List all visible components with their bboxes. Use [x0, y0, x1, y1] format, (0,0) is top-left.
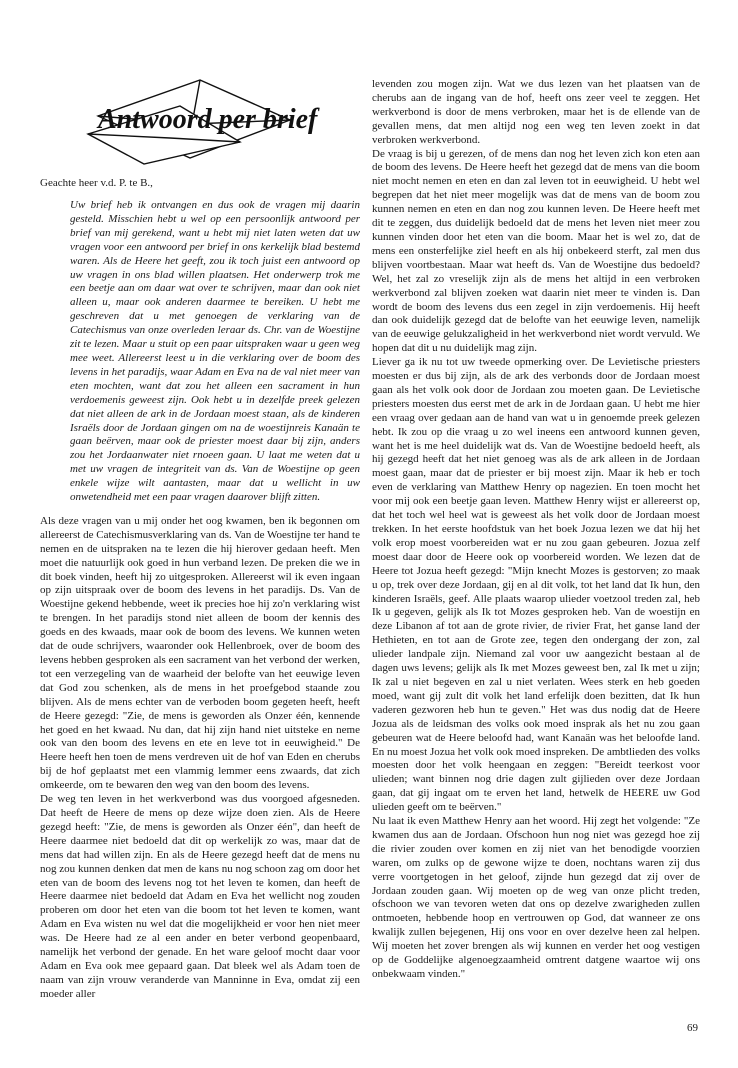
answer-left	[40, 515, 360, 1002]
letter-text: Uw brief heb ik ontvangen en dus ook de vragen mij daarin gesteld. Misschien hebt u wel op een persoonlijk antwoord per brief van mij gerekend, want u hebt mij niet laten weten dat uw vragen voor een antwoord per brief in ons kerkelijk blad bestemd waren. Als de Heere het geeft, zou ik toch juist een antwoord op uw vragen in ons blad willen plaatsen. Het onderwerp trok me een beetje aan om daar wat over te schrijven, maar dan ook niet alleen u, maar ook anderen daarmee te bereiken. U hebt me geschreven dat u met genoegen de verklaring van de Catechismus van onze overleden leraar ds. Chr. van de Woestijne zit te lezen. Maar u stuit op een paar uitspraken waar u geen weg mee weet. Allereerst leest u in die verklaring over de boom des levens in het paradijs, waar Adam en Eva na de val niet meer van eten mochten, want dat zou het alleen een sacrament in hun verdoemenis geweest zijn. Ook hebt u in dezelfde preek gelezen dat niet alleen de ark in de Jordaan moest staan, als de kinderen Israëls door de Jordaan gingen om na de woestijnreis Kanaän te gaan beërven, maar ook de priester moest daar bij zijn, anders zou het Jordaanwater niet rnoeen gaan. U laat me weten dat u met uw vragen de integriteit van ds. Van de Woestijne op geen enkele wijze wilt aantasten, maar dat u wellicht in uw onwetendheid met een paar vragen daarover blijft zitten.	[70, 199, 360, 504]
left-column-text: Als deze vragen van u mij onder het oog kwamen, ben ik begonnen om allereerst de Catechismusverklaring van ds. Van de Woestijne ter hand te nemen en de uitspraken na te lezen die hij hierover gedaan heeft. Men moet die natuurlijk ook goed in hun verband lezen. De preken die we in dit boek vinden, heeft hij zo uitgesproken. Allereerst wil ik even ingaan op zijn uitspraak over de boom des levens in het paradijs. Ds. Van de Woestijne gekend hebbende, weet ik precies hoe hij zo'n verklaring wist te brengen. In het paradijs stond niet alleen de boom der kennis des goeds en des kwaads, maar ook de boom des levens. We kunnen weten dat de oude schrijvers, waaronder ook Hellenbroek, over de boom des levens hebben gesproken als een sacrament van het verbond der werken, tot een verzegeling van de waarheid der belofte van het eeuwige leven dat God zou schenken, als de mens in het proefgebod staande zou blijven. Als de mens echter van de verboden boom gegeten heeft, heeft de Heere gezegd: "Zie, de mens is geworden als Onzer één, kennende het goed en het kwaad. Nu dan, dat hij zijn hand niet uitsteke en neme ook van den boom des levens en ete en leve tot in eeuwigheid." De Heere heeft hen toen de mens verdreven uit de hof van Eden en cherubs bij de hof geplaatst met een vlammig lemmer eens zwaards, dat zich omkeerde, om te bewaren den weg van den boom des levens. De weg ten leven in het werkverbond was dus voorgoed afgesneden. Dat heeft de Heere de mens op deze wijze doen zien. Als de Heere gezegd heeft: "Zie, de mens is geworden als Onzer één", dan heeft de Heere daarmee niet bedoeld dat dit op werkelijk zo was, maar dat de mens dat had willen zijn. En als de Heere gezegd heeft dat de mens nu nog zou kunnen denken dat men de kans nu nog schoon zag om door het eten van de boom des levens nog tot het leven te komen, dan heeft de Heere daarmee niet bedoeld dat Adam en Eva het wellicht nog zouden proberen om door het eten van die boom tot het leven te komen, want Adam en Eva wisten nu wel dat die mogelijkheid er voor hen niet meer was. De Heere had ze al een ander en beter verbond geopenbaard, namelijk het verbond der genade. En het ware geloof mocht daar voor Adam en Eva ook mee gepaard gaan. Dat bleek wel als Adam toen de naam van zijn vrouw veranderde van Manninne in Eva, omdat zij een moeder aller	[40, 514, 360, 1000]
quoted-letter	[40, 199, 360, 505]
right-column	[372, 78, 700, 982]
column-logo	[40, 76, 360, 166]
page-number: 69	[687, 1022, 698, 1034]
salutation: Geachte heer v.d. P. te B.,	[40, 177, 153, 189]
logo-text: Antwoord per brief	[98, 104, 318, 135]
right-column-text: levenden zou mogen zijn. Wat we dus lezen van het plaatsen van de cherubs aan de ingang van de hof, heeft ons zeer veel te zeggen. Het werkverbond is door de mens verbroken, maar het is de ellende van de gevallen mens, dat men altijd nog een weg ten leven zoekt in dat verbroken werkverbond. De vraag is bij u gerezen, of de mens dan nog het leven zich kon eten aan de boom des levens. De Heere heeft het gezegd dat de mens van die boom niet mocht nemen en eten en dan zal leven tot in eeuwigheid. U hebt wel begrepen dat het niet meer mogelijk was dat de mens van de boom zou kunnen nemen en eten en dan nog zou kunnen leven. De Heere heeft met dit te zeggen, dus duidelijk bedoeld dat de mens het leven niet meer zou kunnen vinden door het eten van die boom. Maar het is wel zo, dat de mens een onsterfelijke ziel heeft en als hij onbekeerd sterft, zal men dus blijven voortbestaan. Maar wat heeft ds. Van de Woestijne dus bedoeld? Wel, het zal zo vreselijk zijn als de mens het altijd in een verbroken werkverbond zal blijven zoeken wat daarin niet meer te vinden is. Dan wordt de boom des levens dus een zegel in zijn verdoemenis. Hij heeft dan ook duidelijk gezegd dat de belofte van het eeuwige leven, namelijk van de eeuwige gelukzaligheid in het werkverbond niet wordt vervuld. We hopen dat dit u nu duidelijk mag zijn. Liever ga ik nu tot uw tweede opmerking over. De Levietische priesters moesten er dus bij zijn, als de ark des verbonds door de Jordaan moest gaan als het volk ook door de Jordaan zou moeten gaan. De Levietische priesters moesten dus eerst met de ark in de Jordaan gaan. U hebt me hier een vraag over gedaan aan de hand van wat u in genoemde preek gelezen hebt. Ik zou op die vraag u zo wel ineens een antwoord kunnen geven, want het is me heel duidelijk wat ds. Van de Woestijne bedoeld heeft, als hij gezegd heeft dat het niet genoeg was als de ark alleen in de Jordaan moest gaan, maar dat de priester er bij moest zijn. Maar ik heb er toch even de verklaring van Matthew Henry op nagezien. En toen mocht het voor mij ook een beetje gaan leven. Matthew Henry wijst er allereerst op, dat het toch wel heel wat is geweest als het volk door de Jordaan moest trekken. In het eerste hoofdstuk van het boek Jozua lezen we dat hij het volk erop moest voorbereiden wat er nu zou gaan gebeuren. Jozua zelf moest daar door de Heere ook op voorbereid worden. We lezen dat de Heere tot Jozua heeft gezegd: "Mijn knecht Mozes is gestorven; zo maak u op, trek over deze Jordaan, gij en al dit volk, tot het land dat Ik hun, den kinderen Israëls, geef. Alle plaats waarop ulieder voetzool treden zal, heb Ik u gegeven, gelijk als Ik tot Mozes gesproken heb. Van de woestijn en deze Libanon af tot aan de grote rivier, de rivier Frat, het ganse land der Hethieten, en tot aan de Grote zee, tegen den ondergang der zon, zal ulieder landpale zijn. Niemand zal voor uw aangezicht bestaan al de dagen uws levens; gelijk als Ik met Mozes geweest ben, zal Ik met u zijn; Ik zal u niet begeven en zal u niet verlaten. Wees sterk en heb goeden moed, want gij zult dit volk het land erfelijk doen bezitten, dat Ik hun vaderen gezworen heb hun te geven." Het was dus nodig dat de Heere Jozua als de leidsman des volks ook moed insprak als het nu zou gaan gebeuren wat de Heere beloofd had, want Kanaän was het beloofde land. En nu moest Jozua het volk ook moed inspreken. De ambtlieden des volks moesten door het volk heengaan en zeggen: "Bereidt teerkost voor ulieden; want binnen nog drie dagen zult gijlieden over deze Jordaan gaan, dat gij ingaat om te erven het land, hetwelk de HEERE uw God ulieden geeft om te beërven." Nu laat ik even Matthew Henry aan het woord. Hij zegt het volgende: "Ze kwamen dus aan de Jordaan. Ofschoon hun nog niet was gezegd hoe zij die rivier zouden over komen en zij niet van het benodigde voorzien waren, om zulks op de gewone wijze te doen, nochtans waren zij dus verre voortgetogen in het geloof, zijnde hun gezegd dat zij over de Jordaan zouden gaan. Wij moeten op de weg van onze plicht treden, ofschoon we van tevoren weten dat ons op dezelve zwarigheden zullen ontmoeten, hebbende hoop en vertrouwen op God, dat wanneer ze ons kwalijk zullen bejegenen, Hij ons voor en over dezelve heen zal helpen. Wij moeten het zover brengen als wij kunnen en verder het oog vestigen op de Goddelijke algenoegzaamheid omtrent datgene waartoe wij ons onbekwaam vinden."	[372, 78, 700, 980]
left-column	[40, 76, 360, 1002]
